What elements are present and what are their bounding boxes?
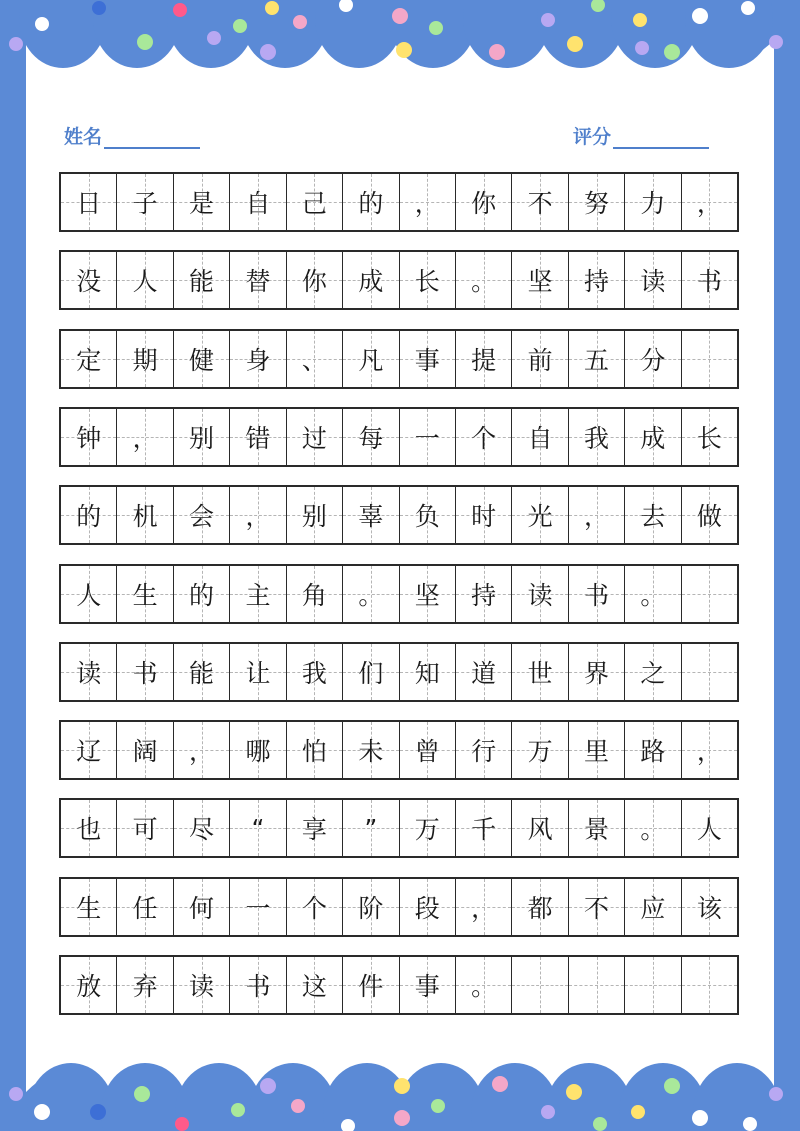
grid-cell[interactable] <box>456 800 512 856</box>
grid-character: 角 <box>301 580 327 610</box>
grid-cell[interactable] <box>625 566 681 622</box>
grid-character: 尽 <box>189 815 215 845</box>
grid-character: 里 <box>584 737 610 767</box>
grid-character: 的 <box>358 189 384 218</box>
grid-cell[interactable] <box>456 174 512 230</box>
grid-cell[interactable] <box>569 409 625 465</box>
grid-cell[interactable] <box>682 879 737 935</box>
grid-cell[interactable] <box>456 252 512 308</box>
grid-character: “ <box>251 813 265 843</box>
grid-character: 努 <box>584 189 610 218</box>
grid-cell[interactable] <box>400 957 456 1013</box>
grid-cell[interactable] <box>61 252 117 308</box>
grid-cell[interactable] <box>512 957 568 1013</box>
grid-cell[interactable] <box>400 800 456 856</box>
grid-cell[interactable] <box>400 644 456 700</box>
grid-cell[interactable] <box>512 487 568 543</box>
grid-character: 人 <box>132 267 158 297</box>
grid-character: 我 <box>301 658 327 688</box>
grid-cell[interactable] <box>230 487 286 543</box>
grid-cell[interactable] <box>456 566 512 622</box>
grid-cell[interactable] <box>287 957 343 1013</box>
grid-character: 事 <box>414 345 440 375</box>
grid-cell[interactable] <box>230 879 286 935</box>
grid-cell[interactable] <box>512 252 568 308</box>
grid-character: 是 <box>189 189 215 218</box>
grid-row <box>59 955 739 1015</box>
grid-row <box>59 720 739 780</box>
name-field[interactable] <box>64 122 200 149</box>
grid-cell[interactable] <box>569 957 625 1013</box>
grid-cell[interactable] <box>61 800 117 856</box>
grid-cell[interactable] <box>287 174 343 230</box>
grid-cell[interactable] <box>343 566 399 622</box>
grid-character: 力 <box>640 189 666 218</box>
grid-character: 们 <box>358 658 384 688</box>
grid-cell[interactable] <box>117 487 173 543</box>
grid-character: 的 <box>189 580 215 610</box>
name-label: 姓名 <box>64 126 103 148</box>
grid-character: 做 <box>696 502 722 532</box>
grid-row <box>59 250 739 310</box>
grid-row <box>59 485 739 545</box>
grid-cell[interactable] <box>343 957 399 1013</box>
grid-character: 书 <box>584 580 610 610</box>
grid-cell[interactable] <box>174 566 230 622</box>
grid-character: 读 <box>76 658 102 688</box>
grid-cell[interactable] <box>343 252 399 308</box>
grid-cell[interactable] <box>117 252 173 308</box>
grid-character: 坚 <box>527 267 553 297</box>
grid-cell[interactable] <box>512 409 568 465</box>
grid-character: 会 <box>189 502 215 532</box>
grid-row <box>59 642 739 702</box>
grid-cell[interactable] <box>682 722 737 778</box>
grid-character: 持 <box>584 267 610 297</box>
grid-cell[interactable] <box>400 409 456 465</box>
grid-cell[interactable] <box>512 644 568 700</box>
grid-character: 人 <box>696 815 722 845</box>
grid-cell[interactable] <box>117 957 173 1013</box>
grid-cell[interactable] <box>400 722 456 778</box>
grid-character: 万 <box>414 815 440 845</box>
grid-cell[interactable] <box>625 487 681 543</box>
grid-cell[interactable] <box>682 174 737 230</box>
score-label: 评分 <box>573 126 612 148</box>
grid-cell[interactable] <box>625 331 681 387</box>
grid-character: 。 <box>640 815 666 845</box>
grid-character: 主 <box>245 580 271 610</box>
grid-cell[interactable] <box>61 722 117 778</box>
grid-cell[interactable] <box>287 800 343 856</box>
grid-character: 曾 <box>414 737 440 767</box>
grid-character: 这 <box>301 972 327 1001</box>
grid-cell[interactable] <box>512 174 568 230</box>
grid-character: 。 <box>471 267 497 297</box>
grid-cell[interactable] <box>117 174 173 230</box>
grid-cell[interactable] <box>287 331 343 387</box>
grid-character: 健 <box>189 345 215 375</box>
grid-cell[interactable] <box>117 722 173 778</box>
grid-cell[interactable] <box>343 174 399 230</box>
score-field[interactable] <box>573 122 709 149</box>
grid-character: 。 <box>471 972 497 1001</box>
grid-character: 个 <box>471 423 497 453</box>
grid-character: 负 <box>414 502 440 532</box>
grid-character: 都 <box>527 893 553 923</box>
grid-character: ” <box>364 813 378 843</box>
grid-cell[interactable] <box>456 722 512 778</box>
grid-cell[interactable] <box>61 174 117 230</box>
grid-cell[interactable] <box>174 252 230 308</box>
grid-character: 段 <box>414 893 440 923</box>
grid-character: 也 <box>76 815 102 845</box>
grid-character: 我 <box>584 423 610 453</box>
grid-character: 期 <box>132 345 158 375</box>
grid-character: 子 <box>132 189 158 218</box>
grid-character: 凡 <box>358 345 384 375</box>
grid-cell[interactable] <box>343 722 399 778</box>
grid-cell[interactable] <box>456 331 512 387</box>
grid-cell[interactable] <box>287 252 343 308</box>
grid-cell[interactable] <box>456 487 512 543</box>
grid-character: 读 <box>640 267 666 297</box>
grid-cell[interactable] <box>569 800 625 856</box>
grid-character: 钟 <box>76 423 102 453</box>
grid-cell[interactable] <box>456 644 512 700</box>
grid-character: 何 <box>189 893 215 923</box>
grid-character: 能 <box>189 267 215 297</box>
grid-cell[interactable] <box>625 644 681 700</box>
grid-cell[interactable] <box>625 409 681 465</box>
grid-cell[interactable] <box>569 566 625 622</box>
grid-character: 享 <box>301 815 327 845</box>
grid-cell[interactable] <box>343 331 399 387</box>
grid-character: 书 <box>132 658 158 688</box>
grid-cell[interactable] <box>174 722 230 778</box>
grid-character: ， <box>584 502 610 532</box>
grid-cell[interactable] <box>174 331 230 387</box>
grid-character: 千 <box>471 815 497 845</box>
grid-character: 之 <box>640 658 666 688</box>
grid-character: 光 <box>527 502 553 532</box>
grid-cell[interactable] <box>569 644 625 700</box>
grid-cell[interactable] <box>61 566 117 622</box>
grid-cell[interactable] <box>174 879 230 935</box>
grid-cell[interactable] <box>400 879 456 935</box>
grid-character: 件 <box>358 972 384 1001</box>
grid-cell[interactable] <box>287 879 343 935</box>
grid-character: 风 <box>527 815 553 845</box>
grid-character: ， <box>696 737 722 767</box>
grid-character: 长 <box>696 423 722 453</box>
grid-character: 可 <box>132 815 158 845</box>
grid-cell[interactable] <box>569 331 625 387</box>
grid-character: 知 <box>414 658 440 688</box>
grid-row <box>59 877 739 937</box>
grid-character: 你 <box>471 189 497 218</box>
grid-character: 别 <box>301 502 327 532</box>
grid-character: 怕 <box>301 737 327 767</box>
grid-character: 五 <box>584 345 610 375</box>
grid-character: 没 <box>76 267 102 297</box>
grid-cell[interactable] <box>117 644 173 700</box>
grid-cell[interactable] <box>456 409 512 465</box>
grid-character: 分 <box>640 345 666 375</box>
name-blank-line[interactable] <box>104 146 200 149</box>
grid-character: ， <box>471 893 497 923</box>
grid-character: 放 <box>76 972 102 1001</box>
grid-character: 。 <box>640 580 666 610</box>
grid-cell[interactable] <box>287 722 343 778</box>
grid-cell[interactable] <box>61 879 117 935</box>
grid-cell[interactable] <box>400 252 456 308</box>
grid-cell[interactable] <box>61 644 117 700</box>
grid-cell[interactable] <box>512 331 568 387</box>
grid-row <box>59 329 739 389</box>
grid-cell[interactable] <box>230 957 286 1013</box>
grid-character: 每 <box>358 423 384 453</box>
grid-character: 一 <box>414 423 440 453</box>
grid-cell[interactable] <box>343 487 399 543</box>
grid-cell[interactable] <box>569 252 625 308</box>
grid-cell[interactable] <box>400 566 456 622</box>
grid-cell[interactable] <box>569 879 625 935</box>
grid-cell[interactable] <box>625 957 681 1013</box>
grid-character: 生 <box>132 580 158 610</box>
grid-cell[interactable] <box>569 487 625 543</box>
grid-character: 提 <box>471 345 497 375</box>
grid-character: 能 <box>189 658 215 688</box>
grid-character: 辽 <box>76 737 102 767</box>
grid-character: 该 <box>696 893 722 923</box>
grid-cell[interactable] <box>682 957 737 1013</box>
grid-character: 身 <box>245 345 271 375</box>
grid-character: 让 <box>245 658 271 688</box>
grid-character: 哪 <box>245 737 271 767</box>
grid-cell[interactable] <box>230 174 286 230</box>
grid-cell[interactable] <box>682 800 737 856</box>
grid-cell[interactable] <box>343 409 399 465</box>
grid-cell[interactable] <box>230 644 286 700</box>
grid-cell[interactable] <box>343 879 399 935</box>
grid-cell[interactable] <box>61 487 117 543</box>
grid-cell[interactable] <box>343 800 399 856</box>
grid-cell[interactable] <box>625 252 681 308</box>
grid-cell[interactable] <box>682 331 737 387</box>
grid-character: 去 <box>640 502 666 532</box>
grid-character: 别 <box>189 423 215 453</box>
grid-character: 界 <box>584 658 610 688</box>
grid-cell[interactable] <box>625 800 681 856</box>
grid-character: 不 <box>527 189 553 218</box>
grid-cell[interactable] <box>230 331 286 387</box>
grid-cell[interactable] <box>230 800 286 856</box>
grid-row <box>59 407 739 467</box>
grid-character: 你 <box>301 267 327 297</box>
grid-cell[interactable] <box>287 566 343 622</box>
grid-character: 日 <box>76 189 102 218</box>
grid-cell[interactable] <box>287 644 343 700</box>
grid-character: ， <box>245 502 271 532</box>
grid-cell[interactable] <box>682 487 737 543</box>
grid-character: 。 <box>358 580 384 610</box>
grid-cell[interactable] <box>174 409 230 465</box>
grid-character: 不 <box>584 893 610 923</box>
grid-cell[interactable] <box>117 879 173 935</box>
grid-character: 一 <box>245 893 271 923</box>
grid-cell[interactable] <box>174 487 230 543</box>
grid-character: ， <box>132 423 158 453</box>
grid-cell[interactable] <box>512 722 568 778</box>
grid-cell[interactable] <box>512 800 568 856</box>
grid-character: 弃 <box>132 972 158 1001</box>
grid-cell[interactable] <box>117 566 173 622</box>
grid-character: 个 <box>301 893 327 923</box>
grid-character: 定 <box>76 345 102 375</box>
grid-character: 成 <box>358 267 384 297</box>
grid-cell[interactable] <box>287 409 343 465</box>
grid-cell[interactable] <box>625 722 681 778</box>
grid-character: 阔 <box>132 737 158 767</box>
grid-cell[interactable] <box>230 722 286 778</box>
grid-character: 任 <box>132 893 158 923</box>
grid-cell[interactable] <box>61 331 117 387</box>
grid-cell[interactable] <box>61 957 117 1013</box>
grid-character: 错 <box>245 423 271 453</box>
grid-character: 行 <box>471 737 497 767</box>
grid-cell[interactable] <box>174 174 230 230</box>
grid-character: 未 <box>358 737 384 767</box>
grid-cell[interactable] <box>456 957 512 1013</box>
grid-cell[interactable] <box>682 409 737 465</box>
grid-character: 阶 <box>358 893 384 923</box>
grid-character: 自 <box>245 189 271 218</box>
grid-character: 生 <box>76 893 102 923</box>
grid-cell[interactable] <box>625 879 681 935</box>
grid-character: 自 <box>527 423 553 453</box>
grid-character: 过 <box>301 423 327 453</box>
grid-cell[interactable] <box>400 174 456 230</box>
grid-character: 读 <box>527 580 553 610</box>
grid-character: 替 <box>245 267 271 297</box>
score-blank-line[interactable] <box>613 146 709 149</box>
grid-cell[interactable] <box>456 879 512 935</box>
grid-character: 长 <box>414 267 440 297</box>
grid-character: 事 <box>414 972 440 1001</box>
grid-character: 人 <box>76 580 102 610</box>
grid-cell[interactable] <box>117 331 173 387</box>
grid-character: 万 <box>527 737 553 767</box>
grid-row <box>59 172 739 232</box>
grid-cell[interactable] <box>569 174 625 230</box>
grid-character: 的 <box>76 502 102 532</box>
grid-cell[interactable] <box>512 879 568 935</box>
grid-character: 时 <box>471 502 497 532</box>
grid-character: 道 <box>471 658 497 688</box>
grid-character: 书 <box>245 972 271 1001</box>
grid-cell[interactable] <box>117 409 173 465</box>
grid-cell[interactable] <box>400 331 456 387</box>
grid-character: 世 <box>527 658 553 688</box>
grid-character: 读 <box>189 972 215 1001</box>
grid-character: 机 <box>132 502 158 532</box>
grid-character: ， <box>696 189 722 218</box>
grid-cell[interactable] <box>174 957 230 1013</box>
grid-cell[interactable] <box>512 566 568 622</box>
grid-character: 持 <box>471 580 497 610</box>
grid-character: 应 <box>640 893 666 923</box>
grid-cell[interactable] <box>625 174 681 230</box>
grid-cell[interactable] <box>230 566 286 622</box>
grid-cell[interactable] <box>682 252 737 308</box>
grid-character: 前 <box>527 345 553 375</box>
grid-cell[interactable] <box>343 644 399 700</box>
grid-row <box>59 564 739 624</box>
grid-character: ， <box>189 737 215 767</box>
grid-character: 己 <box>301 189 327 218</box>
grid-cell[interactable] <box>230 252 286 308</box>
grid-character: 景 <box>584 815 610 845</box>
grid-character: 路 <box>640 737 666 767</box>
grid-cell[interactable] <box>569 722 625 778</box>
grid-cell[interactable] <box>287 487 343 543</box>
grid-cell[interactable] <box>174 644 230 700</box>
grid-cell[interactable] <box>61 409 117 465</box>
grid-character: 辜 <box>358 502 384 532</box>
grid-character: 成 <box>640 423 666 453</box>
grid-cell[interactable] <box>682 566 737 622</box>
grid-cell[interactable] <box>230 409 286 465</box>
grid-cell[interactable] <box>682 644 737 700</box>
grid-character: 、 <box>301 345 327 375</box>
grid-character: 书 <box>696 267 722 297</box>
grid-cell[interactable] <box>400 487 456 543</box>
grid-character: 坚 <box>414 580 440 610</box>
grid-row <box>59 798 739 858</box>
grid-cell[interactable] <box>117 800 173 856</box>
grid-character: ， <box>414 189 440 218</box>
grid-cell[interactable] <box>174 800 230 856</box>
